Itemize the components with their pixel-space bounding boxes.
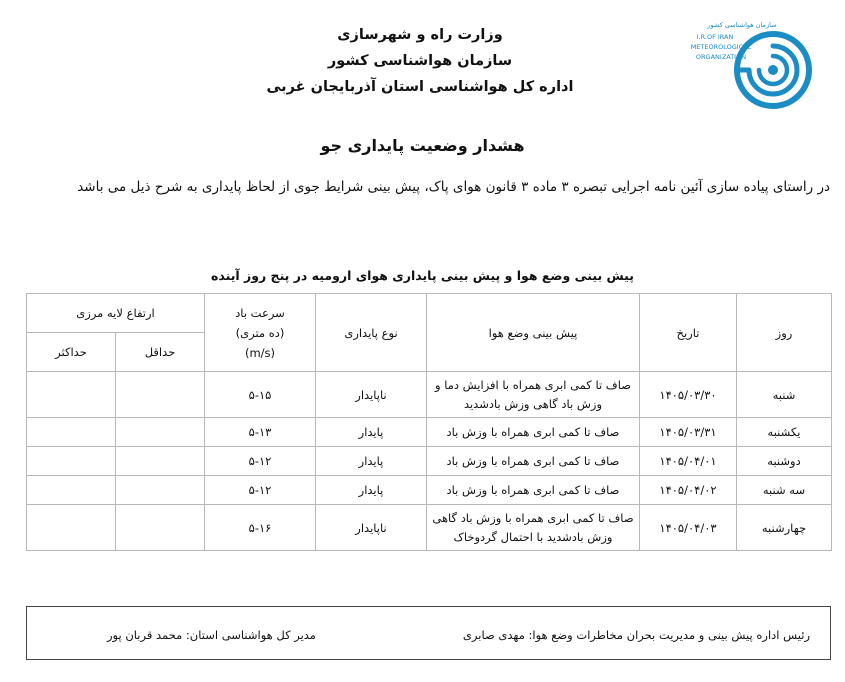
header-day: روز xyxy=(737,294,832,372)
header-max: حداکثر xyxy=(27,333,116,372)
cell-weather: صاف تا کمی ابری همراه با وزش باد xyxy=(427,418,640,447)
logo-fa-text: سازمان هواشناسی کشور xyxy=(707,21,777,29)
ministry-name: وزارت راه و شهرسازی xyxy=(337,27,503,43)
forecast-head-signature: رئیس اداره پیش بینی و مدیریت بحران مخاطرات وضع هوا: مهدی صابری xyxy=(462,628,810,642)
cell-weather: صاف تا کمی ابری همراه با وزش باد xyxy=(427,476,640,505)
cell-date: ۱۴۰۵/۰۳/۳۰ xyxy=(640,372,737,418)
forecast-table xyxy=(26,293,832,551)
table-row xyxy=(27,418,832,447)
cell-wind: ۵-۱۳ xyxy=(205,418,316,447)
logo-en-line1: I.R.OF IRAN xyxy=(696,33,734,41)
cell-wind: ۵-۱۲ xyxy=(205,476,316,505)
table-title: پیش بینی وضع هوا و پیش بینی پایداری هوای ارومیه در پنج روز آینده xyxy=(211,268,634,283)
header-wind-line1: سرعت باد xyxy=(235,305,285,320)
cell-day: سه شنبه xyxy=(737,476,832,505)
table-row xyxy=(27,505,832,551)
logo-en-line2: METEOROLOGICAL xyxy=(690,43,752,51)
cell-wind: ۵-۱۵ xyxy=(205,372,316,418)
cell-weather: صاف تا کمی ابری همراه با وزش باد گاهی وزش بادشدید با احتمال گردوخاک xyxy=(427,505,640,551)
cell-stability: پایدار xyxy=(316,418,427,447)
organization-name: سازمان هواشناسی کشور xyxy=(327,53,513,69)
cell-day: شنبه xyxy=(737,372,832,418)
signature-box xyxy=(26,606,831,660)
cell-stability: ناپایدار xyxy=(316,505,427,551)
cell-min xyxy=(116,418,205,447)
header-weather: پیش بینی وضع هوا xyxy=(427,294,640,372)
cell-min xyxy=(116,505,205,551)
cell-date: ۱۴۰۵/۰۴/۰۲ xyxy=(640,476,737,505)
cell-stability: پایدار xyxy=(316,447,427,476)
meteorological-organization-logo xyxy=(685,14,815,114)
table-row xyxy=(27,372,832,418)
cell-day: چهارشنبه xyxy=(737,505,832,551)
letterhead xyxy=(190,22,650,100)
logo-en-line3: ORGANIZATION xyxy=(695,53,747,61)
cell-min xyxy=(116,476,205,505)
cell-date: ۱۴۰۵/۰۴/۰۳ xyxy=(640,505,737,551)
table-row xyxy=(27,447,832,476)
intro-paragraph: در راستای پیاده سازی آئین نامه اجرایی تبصره ۳ ماده ۳ قانون هوای پاک، پیش بینی شرایط جوی از لحاظ پایداری به شرح ذیل می باشد xyxy=(77,179,830,195)
cell-day: یکشنبه xyxy=(737,418,832,447)
header-min: حداقل xyxy=(116,333,205,372)
cell-wind: ۵-۱۲ xyxy=(205,447,316,476)
cell-day: دوشنبه xyxy=(737,447,832,476)
table-header-row xyxy=(27,294,832,333)
spiral-emblem-icon xyxy=(737,34,809,106)
cell-date: ۱۴۰۵/۰۳/۳۱ xyxy=(640,418,737,447)
cell-max xyxy=(27,447,116,476)
header-boundary-layer: ارتفاع لایه مرزی xyxy=(27,294,205,333)
cell-max xyxy=(27,505,116,551)
header-wind-speed xyxy=(205,294,316,372)
cell-min xyxy=(116,372,205,418)
cell-max xyxy=(27,372,116,418)
cell-max xyxy=(27,476,116,505)
cell-stability: ناپایدار xyxy=(316,372,427,418)
cell-max xyxy=(27,418,116,447)
cell-wind: ۵-۱۶ xyxy=(205,505,316,551)
header-wind-line2: (ده متری) xyxy=(235,325,285,340)
cell-date: ۱۴۰۵/۰۴/۰۱ xyxy=(640,447,737,476)
director-general-signature: مدیر کل هواشناسی استان: محمد قربان پور xyxy=(107,628,316,642)
header-date: تاریخ xyxy=(640,294,737,372)
header-wind-line3: (m/s) xyxy=(244,345,276,360)
header-stability: نوع پایداری xyxy=(316,294,427,372)
warning-title: هشدار وضعیت پایداری جو xyxy=(320,136,525,155)
cell-stability: پایدار xyxy=(316,476,427,505)
cell-weather: صاف تا کمی ابری همراه با افزایش دما و وزش باد گاهی وزش بادشدید xyxy=(427,372,640,418)
cell-min xyxy=(116,447,205,476)
cell-weather: صاف تا کمی ابری همراه با وزش باد xyxy=(427,447,640,476)
table-row xyxy=(27,476,832,505)
provincial-office-name: اداره کل هواشناسی استان آذربایجان غربی xyxy=(266,79,574,95)
